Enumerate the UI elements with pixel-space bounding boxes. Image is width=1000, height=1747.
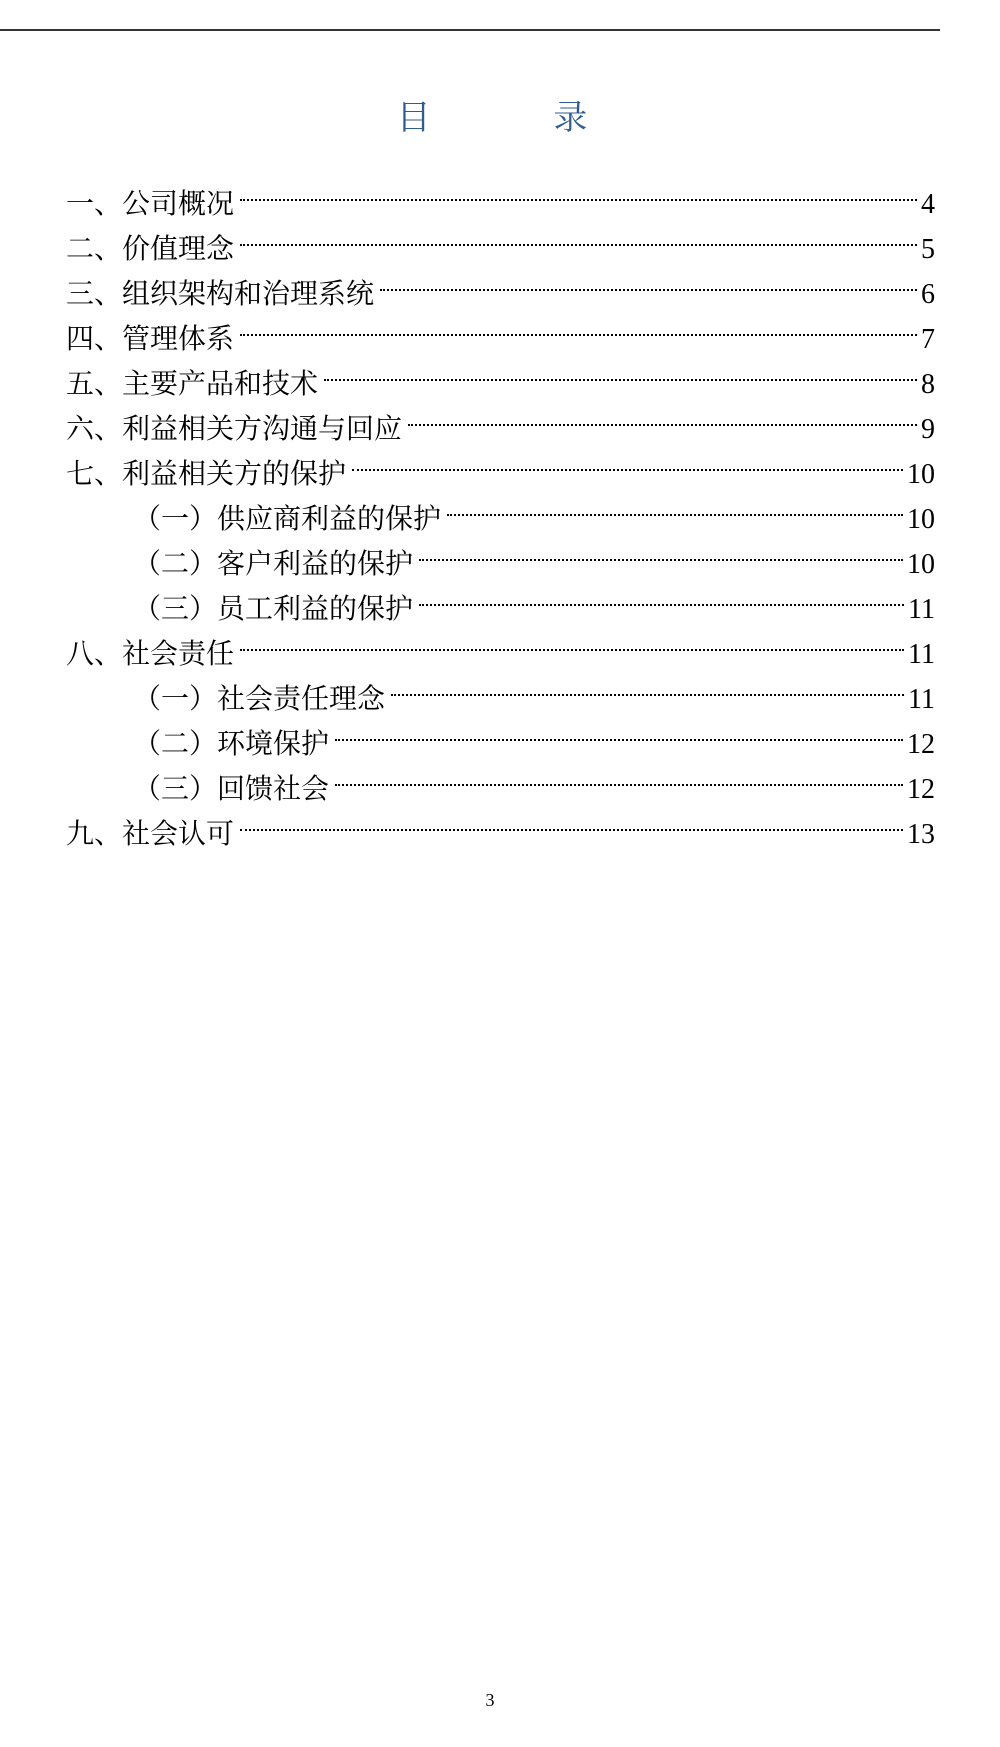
dot-leader: [419, 528, 903, 573]
toc-entry-page: 10: [907, 504, 935, 535]
dot-leader: [335, 708, 903, 753]
toc-entry-label: 二、价值理念: [66, 232, 235, 265]
toc-entry-page: 10: [907, 459, 935, 490]
dot-leader: [240, 213, 917, 258]
dot-leader: [447, 483, 903, 528]
toc-entry-page: 7: [921, 324, 935, 355]
toc-entry-page: 11: [908, 639, 935, 670]
toc-entry-page: 11: [908, 594, 935, 625]
toc-entry-label: 六、利益相关方沟通与回应: [66, 412, 403, 445]
toc-entry-label: （三）员工利益的保护: [133, 592, 414, 625]
table-of-contents: [66, 168, 935, 850]
toc-entry-page: 6: [921, 279, 935, 310]
dot-leader: [324, 348, 917, 393]
page-number: 3: [485, 1690, 495, 1710]
toc-entry-label: （一）社会责任理念: [133, 682, 386, 715]
toc-entry-label: 四、管理体系: [66, 322, 235, 355]
toc-entry-page: 8: [921, 369, 935, 400]
toc-entry-page: 12: [907, 729, 935, 760]
toc-entry-1[interactable]: [66, 168, 935, 220]
dot-leader: [240, 303, 917, 348]
toc-entry-label: 九、社会认可: [66, 817, 235, 850]
dot-leader: [380, 258, 917, 303]
dot-leader: [240, 168, 917, 213]
toc-entry-label: 一、公司概况: [66, 187, 235, 220]
toc-entry-label: 八、社会责任: [66, 637, 235, 670]
page-title: 目 录: [396, 98, 644, 138]
toc-entry-page: 9: [921, 414, 935, 445]
dot-leader: [419, 573, 904, 618]
dot-leader: [352, 438, 903, 483]
dot-leader: [408, 393, 917, 438]
toc-entry-page: 5: [921, 234, 935, 265]
toc-entry-label: 七、利益相关方的保护: [66, 457, 347, 490]
toc-entry-label: 三、组织架构和治理系统: [66, 277, 375, 310]
toc-entry-page: 13: [907, 819, 935, 850]
dot-leader: [335, 753, 903, 798]
toc-entry-page: 10: [907, 549, 935, 580]
toc-entry-page: 4: [921, 189, 935, 220]
toc-entry-page: 12: [907, 774, 935, 805]
dot-leader: [240, 618, 904, 663]
toc-entry-page: 11: [908, 684, 935, 715]
toc-entry-label: （二）环境保护: [133, 727, 330, 760]
dot-leader: [240, 798, 903, 843]
toc-entry-label: 五、主要产品和技术: [66, 367, 319, 400]
header-rule: [0, 29, 940, 31]
dot-leader: [391, 663, 904, 708]
toc-entry-label: （一）供应商利益的保护: [133, 502, 442, 535]
toc-entry-label: （二）客户利益的保护: [133, 547, 414, 580]
toc-entry-label: （三）回馈社会: [133, 772, 330, 805]
